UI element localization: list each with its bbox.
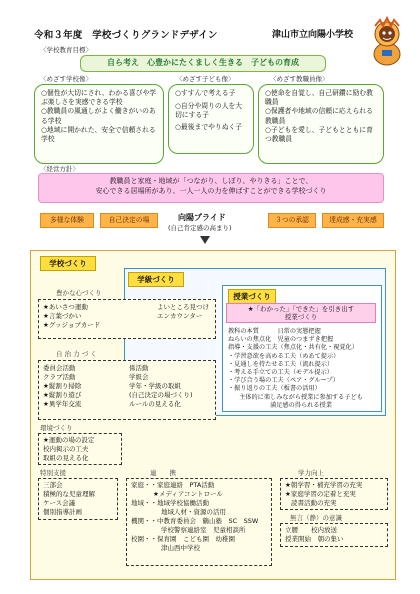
support-box [38,478,118,520]
mugon-item: 立腰 校内放送 [285,526,337,534]
lesson-row: 教科の本質 日常の実態把握 [228,328,321,335]
tag-self-decision: 自己決定の場 [100,213,158,228]
arrow-down-icon [200,236,210,244]
jichi-item: 学年・学級の取組 [129,381,181,390]
support-item: 個別指導計画 [43,507,82,516]
policy-box [38,173,384,203]
vision-child-item: ○自分や周りの人を大切にする子 [175,102,243,120]
mugon-box [280,523,388,547]
renkei-row: 学校警察連絡室 児童相談所 [161,525,246,534]
vision-staff-item: ○使命を自覚し、自己研鑽に励む教職員 [265,89,373,107]
tag-three-approvals: ３つの承認 [268,213,316,228]
mascot-illustration [366,16,408,66]
vision-school-label: 〈めざす学校像〉 [40,75,92,83]
jichi-item: ★縦割り掃除 [43,381,82,390]
kokoro-item: ★あいさつ運動 [43,303,88,311]
lesson-highlight-line: 授業づくり [284,313,318,322]
vision-school-item: ○教職員の風通しがよく働きがいのある学校 [41,107,156,125]
vision-school-box [34,84,164,164]
lesson-row: ・学び合う場の工夫（ペア・グループ） [228,377,339,385]
support-item: 三部会 [43,481,63,489]
mugon-label: 無言（静）の意識 [290,514,342,522]
jichi-label: 自 治 力 づ く [56,350,97,358]
vision-school-item: ○個性が大切にされ、わかる喜びや学ぶ楽しさを実感できる学校 [41,89,157,107]
lesson-building-tab: 授業づくり [228,289,276,304]
jichi-item: (自己決定の場づくり) [129,390,193,399]
env-item: 取組の見える化 [43,453,89,462]
school-name: 津山市立向陽小学校 [272,30,354,40]
support-item: 積極的な児童理解 [43,489,95,498]
env-label: 環境づくり [40,424,73,432]
env-box [38,433,122,465]
jichi-item: クラブ活動 [43,372,76,381]
lesson-row: 主体的に楽しみながら授業に参加する子ども [239,393,363,401]
vision-staff-box [258,84,384,164]
lesson-row: ・考える手立ての工夫（モデル提示） [228,368,333,376]
class-building-tab: 学級づくり [128,272,184,287]
vision-child-item: ○最後までやりぬく子 [175,122,243,131]
pride-subtitle: (自己肯定感の高まり) [168,224,232,232]
renkei-row: 校園・・保育園 こども園 幼稚園 [131,534,235,543]
kokoro-label: 豊かな心づくり [56,289,102,297]
lesson-row: ねらいの焦点化 児童のつまずき把握 [228,336,334,344]
goal-label: 〈学校教育目標〉 [40,46,92,54]
gakuryoku-item: ★家庭学習の定着と充実 [285,489,356,498]
vision-staff-label: 〈めざす教職員像〉 [270,75,329,83]
jichi-item: 委員会活動 [43,364,76,372]
tag-achievement: 達成感・充実感 [322,213,384,228]
env-item: ★運動の場の設定 [43,436,95,444]
env-item: 校内掲示の工夫 [43,444,89,453]
page-title: 令和３年度 学校づくりグランドデザイン [34,30,218,41]
policy-line: 安心できる居場所があり、一人一人の力を伸ばすことができる学校づくり [95,186,327,195]
pride-title: 向陽プライド [178,213,226,222]
gakuryoku-box [280,478,388,510]
policy-label: 〈経営方針〉 [40,165,79,173]
renkei-row: 地域人材・資源の活用 [161,507,226,516]
school-building-tab: 学校づくり [40,256,96,271]
jichi-item: 係活動 [129,364,149,372]
vision-child-label: 〈めざす子ども像〉 [176,75,235,83]
kokoro-item: ★言葉づかい [43,311,82,320]
lesson-row: 指導・支援の工夫（焦点化・共有化・視覚化） [228,344,358,352]
vision-child-item: ○すすんで考える子 [175,89,236,97]
kokoro-box [38,299,216,339]
renkei-row: 津山西中学校 [161,543,200,552]
support-item: ケース会議 [43,498,76,507]
jichi-item: ★異学年交流 [43,399,82,408]
school-goal: 自ら考え 心豊かにたくましく生きる 子どもの育成 [80,55,326,72]
jichi-item: 学級会 [129,372,149,381]
lesson-highlight-line: ★「わかった」「できた」を引き出す [247,305,355,313]
mugon-item: 授業開始 朝の集い [285,534,344,543]
renkei-label: 連 携 [150,469,176,477]
lesson-row: ・学習意欲を高める工夫（めあて提示） [228,352,340,360]
lesson-highlight [226,303,376,323]
kokoro-item: エンカウンター [157,311,203,320]
support-label: 特別支援 [40,469,66,477]
vision-staff-item: ○子どもを愛し、子どもとともに育つ教職員 [265,125,373,143]
lesson-details [228,328,382,410]
renkei-box [126,478,272,566]
vision-child-box [168,84,254,154]
vision-staff-item: ○保護者や地域の信頼に応えられる教職員 [265,107,373,125]
renkei-row: 機関・・中教育委員会 鶴山塾 SC SSW [131,516,259,525]
renkei-row: 家庭・・家庭連絡 PTA活動 [131,481,215,489]
jichi-item: ルールの見える化 [129,399,181,408]
lesson-row: 満足感の得られる授業 [270,401,332,409]
lesson-row: ・見通しを持たせる工夫（流れ提示） [228,360,334,368]
gakuryoku-label: 学力向上 [298,469,324,477]
vision-school-item: ○地域に開かれた、安全で信頼される学校 [41,125,156,143]
gakuryoku-item: ★朝学習・補充学習の充実 [285,481,363,489]
jichi-box [38,360,216,420]
jichi-item: ★縦割り遊び [43,390,82,399]
tag-diverse-experience: 多様な体験 [40,213,94,228]
kokoro-item: ★グッジョブカード [43,320,101,329]
renkei-row: 地域・・地域学校協働活動 [131,498,209,507]
lesson-row: ・振り返りの工夫（板書の活用） [228,385,321,393]
kokoro-item: よいところ見つけ [157,303,209,311]
renkei-row: ★メディアコントロール [153,489,223,498]
gakuryoku-item: 読書活動の充実 [291,498,337,507]
policy-line: 教職員と家庭・地域が「つながり、しぼり、やりきる」ことで、 [109,177,313,185]
